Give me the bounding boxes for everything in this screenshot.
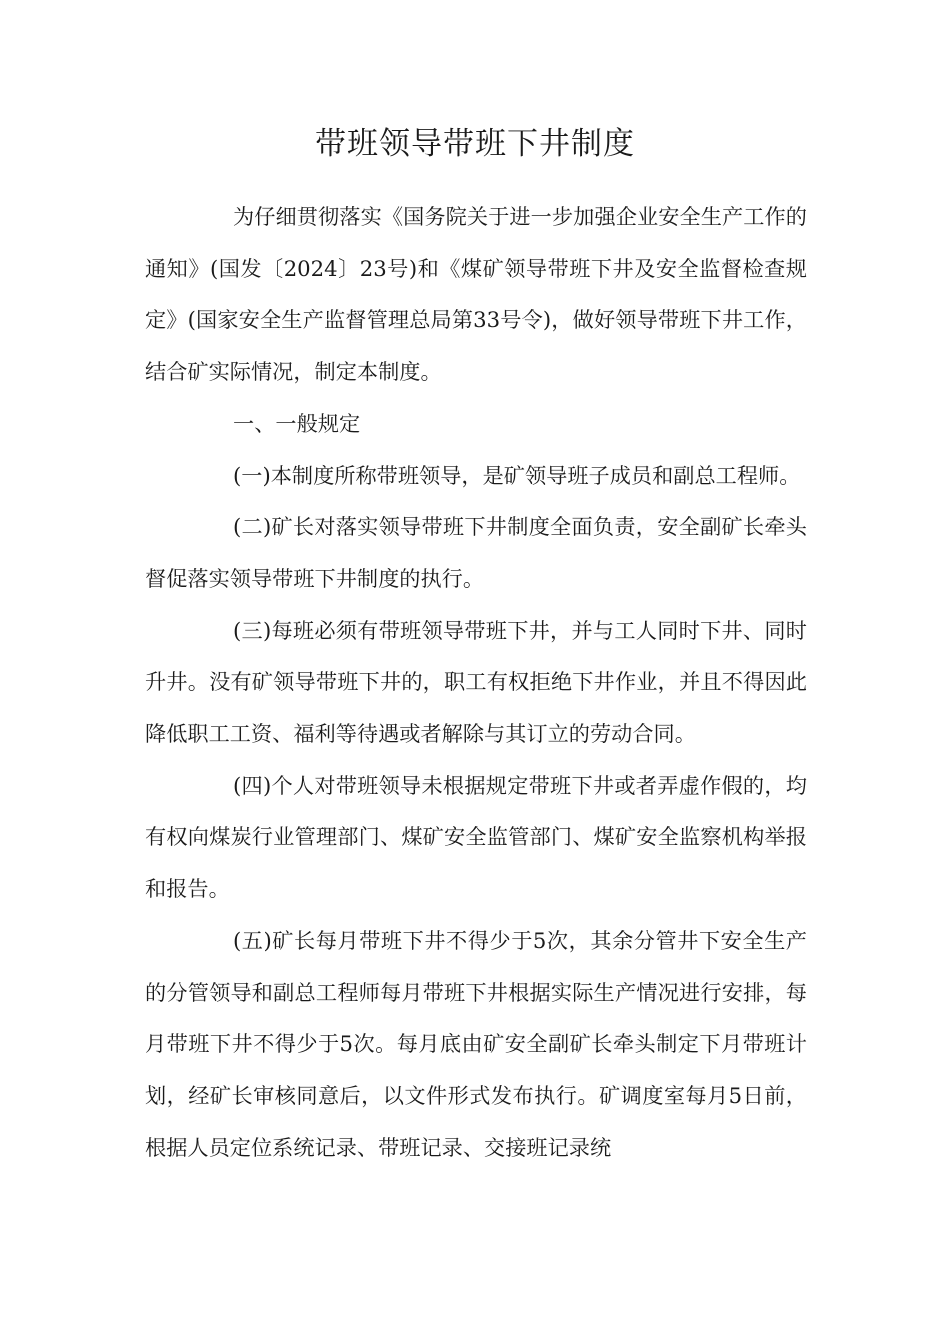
- document-body: [145, 191, 807, 1173]
- paragraph-rule-5: (五)矿长每月带班下井不得少于5次，其余分管井下安全生产的分管领导和副总工程师每月带班下井根据实际生产情况进行安排，每月带班下井不得少于5次。每月底由矿安全副矿长牵头制定下月带班计划，经矿长审核同意后，以文件形式发布执行。矿调度室每月5日前，根据人员定位系统记录、带班记录、交接班记录统: [145, 927, 807, 1160]
- paragraph-rule-3: (三)每班必须有带班领导带班下井，并与工人同时下井、同时升井。没有矿领导带班下井的，职工有权拒绝下井作业，并且不得因此降低职工工资、福利等待遇或者解除与其订立的劳动合同。: [145, 617, 807, 747]
- paragraph-rule-4: (四)个人对带班领导未根据规定带班下井或者弄虚作假的，均有权向煤炭行业管理部门、煤矿安全监管部门、煤矿安全监察机构举报和报告。: [145, 772, 807, 902]
- document-title: 带班领导带班下井制度: [315, 126, 635, 162]
- paragraph-rule-2: (二)矿长对落实领导带班下井制度全面负责，安全副矿长牵头督促落实领导带班下井制度的执行。: [145, 514, 807, 591]
- paragraph-intro: 为仔细贯彻落实《国务院关于进一步加强企业安全生产工作的通知》(国发〔2024〕23号)和《煤矿领导带班下井及安全监督检查规定》(国家安全生产监督管理总局第33号令)，做好领导带班下井工作，结合矿实际情况，制定本制度。: [145, 204, 807, 385]
- paragraph-rule-1: (一)本制度所称带班领导，是矿领导班子成员和副总工程师。: [233, 462, 801, 488]
- section-heading-general-rules: 一、一般规定: [233, 410, 361, 436]
